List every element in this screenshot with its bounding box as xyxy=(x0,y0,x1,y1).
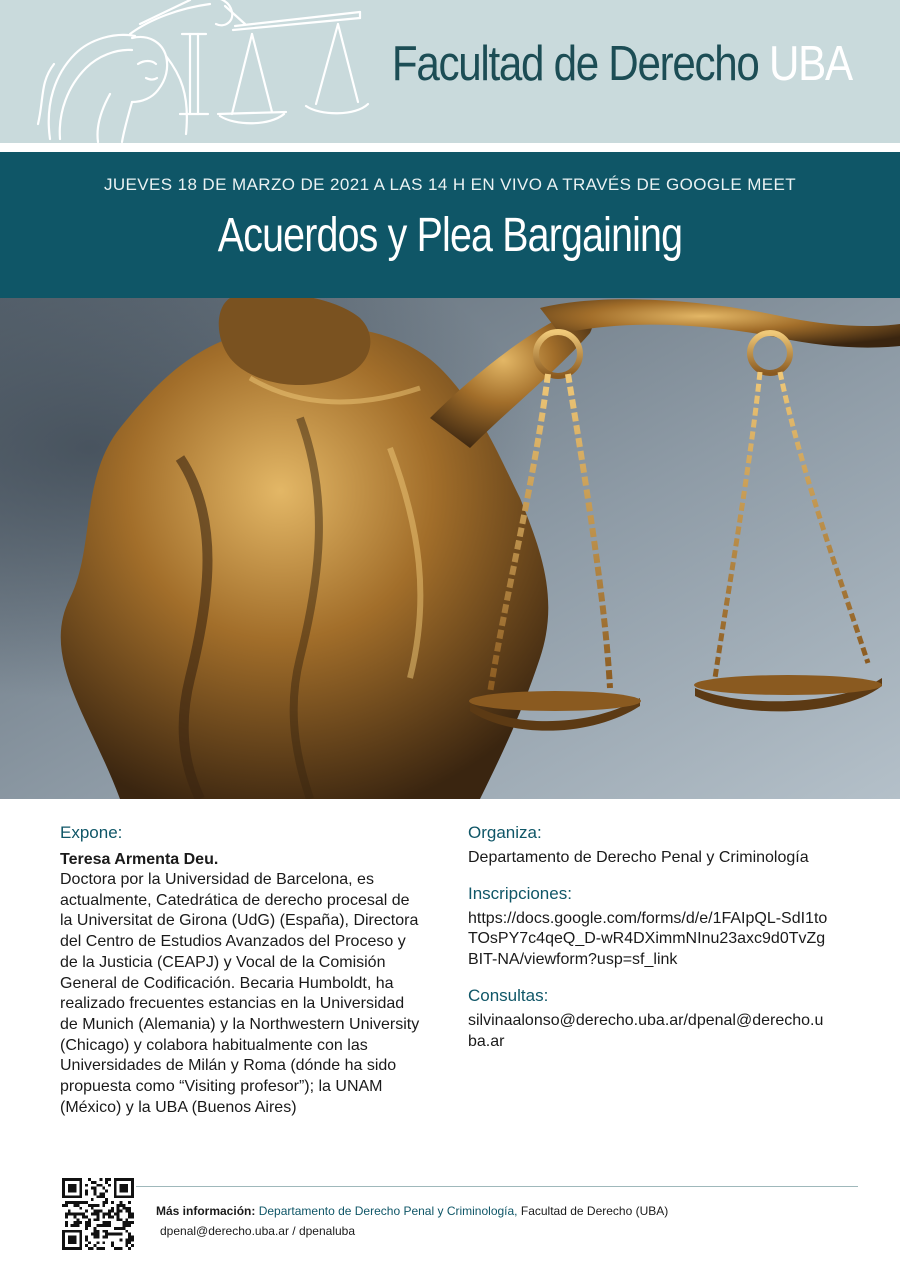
more-info-label: Más información: xyxy=(156,1204,256,1218)
organizer-value: Departamento de Derecho Penal y Criminología xyxy=(468,849,809,866)
more-info-faculty: Facultad de Derecho (UBA) xyxy=(520,1204,669,1218)
faculty-name: Facultad de Derecho xyxy=(392,37,759,91)
footer-contact[interactable]: dpenal@derecho.uba.ar / dpenaluba xyxy=(160,1224,355,1238)
registration-link[interactable]: https://docs.google.com/forms/d/e/1FAIpQL-SdI1toTOsPY7c4qeQ_D-wR4DXimmNInu23axc9d0TvZgBIT-NA/viewform?usp=sf_link xyxy=(468,909,828,969)
event-title: Acuerdos y Plea Bargaining xyxy=(217,209,683,262)
event-title-band xyxy=(0,152,900,298)
lady-justice-line-art xyxy=(20,0,380,143)
hero-photo-justice-statue xyxy=(0,298,900,799)
contact-label: Consultas: xyxy=(468,985,549,1005)
registration-label: Inscripciones: xyxy=(468,883,572,903)
speaker-label: Expone: xyxy=(60,823,123,842)
header-band xyxy=(0,0,900,143)
qr-code[interactable] xyxy=(62,1178,134,1250)
faculty-uba: UBA xyxy=(769,37,852,91)
justice-statue-illustration xyxy=(0,298,900,799)
more-info-department[interactable]: Departamento de Derecho Penal y Criminología, xyxy=(258,1204,518,1218)
faculty-title xyxy=(392,36,852,92)
speaker-bio: Doctora por la Universidad de Barcelona, es actualmente, Catedrática de derecho procesal de la Universitat de Girona (UdG) (España), Directora del Centro de Estudios Avanzados del Proceso y de la Justicia (CEAPJ) y Vocal de la Comisión General de Codificación. Becaria Humboldt, ha realizado frecuentes estancias en la Universidad de Munich (Alemania) y la Northwestern University (Chicago) y colabora habitualmente con las Universidades de Milán y Roma (dónde ha sido propuesta como “Visiting profesor”); la UNAM (México) y la UBA (Buenos Aires) xyxy=(60,871,420,1116)
contact-email[interactable]: silvinaalonso@derecho.uba.ar/dpenal@derecho.uba.ar xyxy=(468,1011,824,1050)
speaker-name: Teresa Armenta Deu. xyxy=(60,851,219,868)
more-info-line xyxy=(156,1203,668,1219)
speaker-column xyxy=(60,822,420,1118)
footer-divider xyxy=(136,1186,858,1187)
event-date-line: JUEVES 18 DE MARZO DE 2021 A LAS 14 H EN VIVO A TRAVÉS DE GOOGLE MEET xyxy=(103,175,797,194)
info-column xyxy=(468,822,828,1052)
organizer-label: Organiza: xyxy=(468,823,542,842)
